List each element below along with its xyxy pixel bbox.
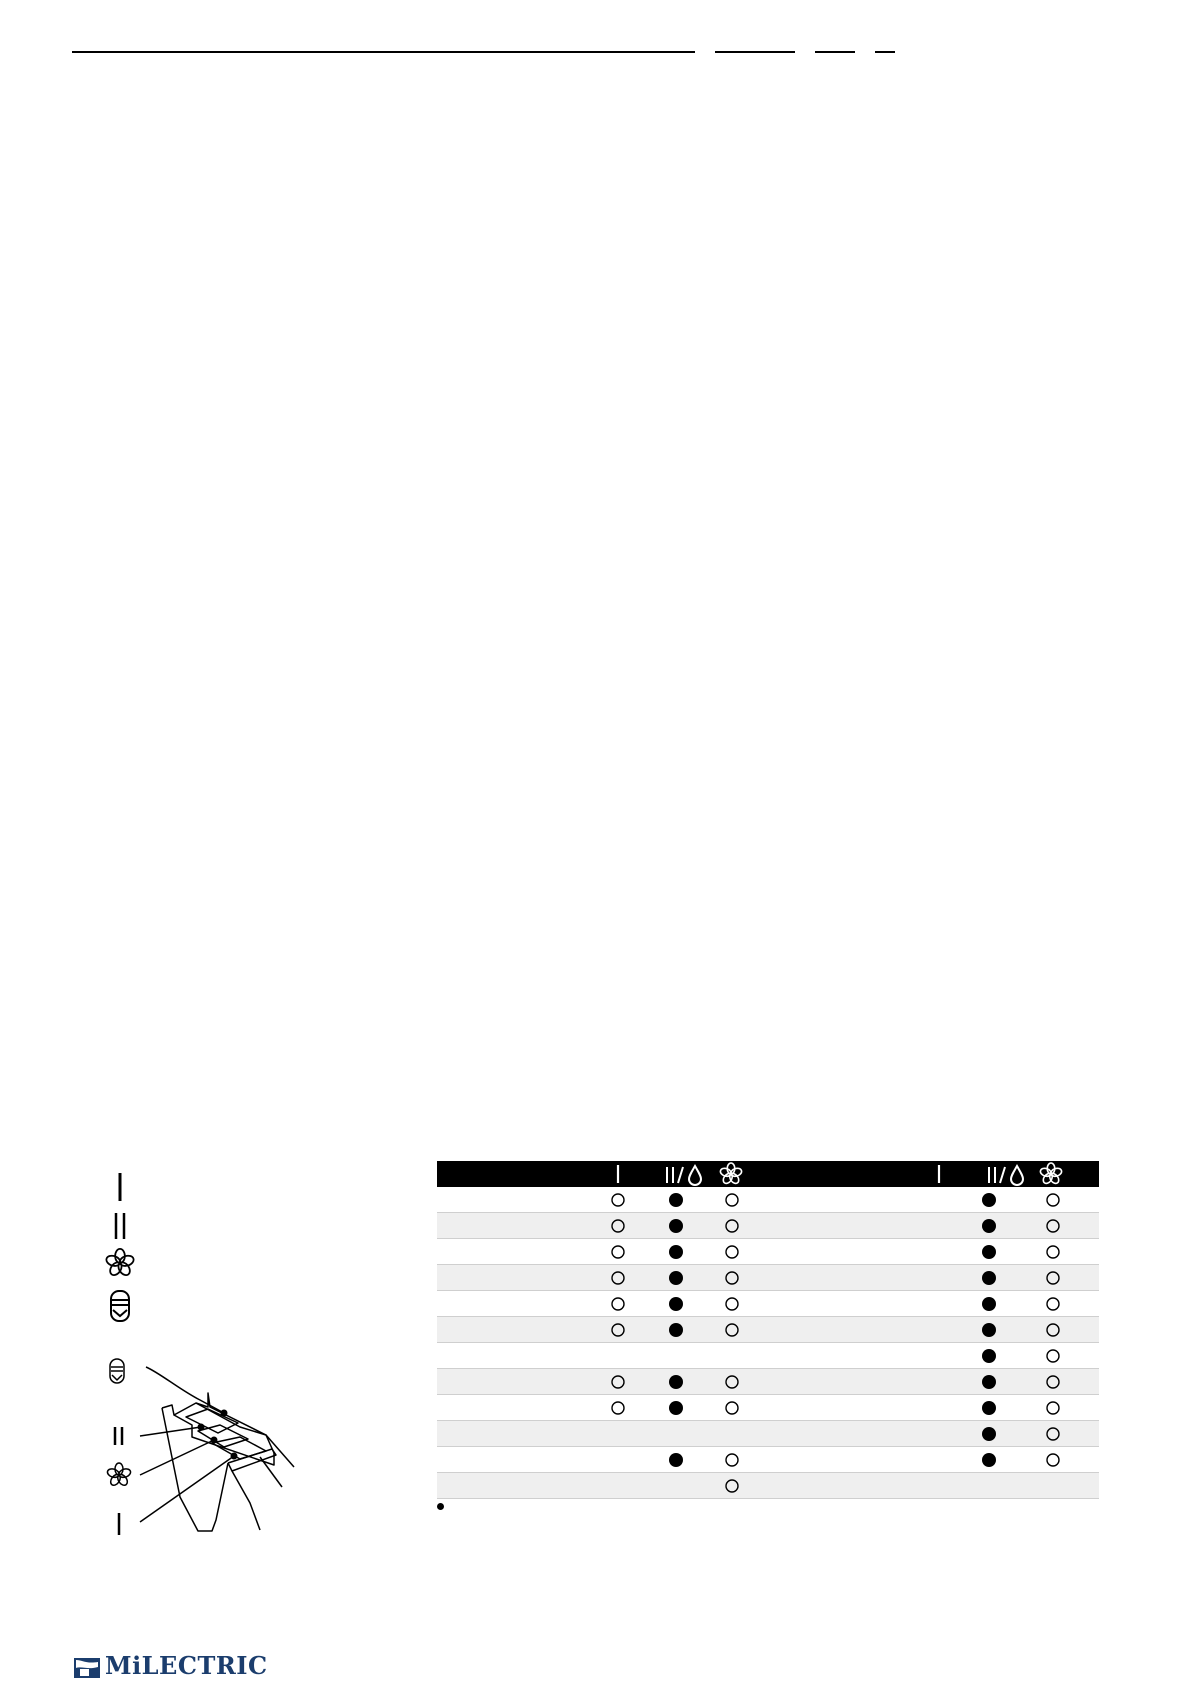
open-circle-mark: [611, 1193, 625, 1207]
open-circle-mark: [1046, 1323, 1060, 1337]
open-circle-mark: [611, 1323, 625, 1337]
table-header-main-wash-liquid-icon: [985, 1162, 1029, 1186]
open-circle-mark: [611, 1271, 625, 1285]
filled-circle-mark: [669, 1374, 684, 1389]
brand-logo: [74, 1653, 268, 1679]
softener-compartment-icon: [105, 1246, 135, 1280]
table-header-bar: [437, 1161, 1099, 1187]
open-circle-mark: [1046, 1219, 1060, 1233]
table-header-softener-compartment-icon: [1039, 1162, 1063, 1186]
open-circle-mark: [1046, 1349, 1060, 1363]
filled-circle-mark: [669, 1322, 684, 1337]
open-circle-mark: [611, 1297, 625, 1311]
open-circle-mark: [1046, 1453, 1060, 1467]
detergent-drawer-illustration: [100, 1355, 310, 1540]
open-circle-mark: [611, 1401, 625, 1415]
open-circle-mark: [1046, 1245, 1060, 1259]
table-body: [437, 1187, 1099, 1499]
filled-circle-mark: [982, 1296, 997, 1311]
table-row: [437, 1395, 1099, 1421]
logo-text: MiLECTRIC: [105, 1651, 268, 1680]
table-header-prewash-compartment-icon: [935, 1162, 943, 1186]
main-wash-compartment-icon: [105, 1209, 135, 1243]
table-header-main-wash-liquid-icon: [663, 1162, 707, 1186]
filled-circle-mark: [982, 1192, 997, 1207]
filled-circle-mark: [982, 1244, 997, 1259]
table-row: [437, 1369, 1099, 1395]
open-circle-mark: [725, 1401, 739, 1415]
filled-circle-mark: [669, 1218, 684, 1233]
open-circle-mark: [1046, 1193, 1060, 1207]
table-row: [437, 1317, 1099, 1343]
header-rule-tiny: [875, 51, 895, 53]
open-circle-mark: [725, 1219, 739, 1233]
open-circle-mark: [1046, 1271, 1060, 1285]
header-rule-short: [815, 51, 855, 53]
table-row: [437, 1213, 1099, 1239]
footnote-bullet: [437, 1503, 444, 1510]
open-circle-mark: [611, 1219, 625, 1233]
table-row: [437, 1447, 1099, 1473]
open-circle-mark: [725, 1245, 739, 1259]
filled-circle-mark: [669, 1452, 684, 1467]
header-rule-medium: [715, 51, 795, 53]
filled-circle-mark: [982, 1322, 997, 1337]
callout-liquid-insert-icon: [110, 1359, 124, 1383]
table-header-prewash-compartment-icon: [614, 1162, 622, 1186]
filled-circle-mark: [982, 1452, 997, 1467]
table-row: [437, 1187, 1099, 1213]
open-circle-mark: [611, 1245, 625, 1259]
table-header-softener-compartment-icon: [719, 1162, 743, 1186]
table-row: [437, 1239, 1099, 1265]
prewash-compartment-icon: [105, 1170, 135, 1204]
filled-circle-mark: [669, 1244, 684, 1259]
open-circle-mark: [725, 1297, 739, 1311]
table-row: [437, 1473, 1099, 1499]
table-row: [437, 1343, 1099, 1369]
table-row: [437, 1265, 1099, 1291]
open-circle-mark: [725, 1479, 739, 1493]
open-circle-mark: [1046, 1297, 1060, 1311]
table-row: [437, 1291, 1099, 1317]
filled-circle-mark: [982, 1400, 997, 1415]
open-circle-mark: [1046, 1401, 1060, 1415]
filled-circle-mark: [669, 1400, 684, 1415]
filled-circle-mark: [669, 1192, 684, 1207]
liquid-detergent-insert-icon: [105, 1289, 135, 1323]
open-circle-mark: [1046, 1375, 1060, 1389]
open-circle-mark: [1046, 1427, 1060, 1441]
open-circle-mark: [725, 1193, 739, 1207]
open-circle-mark: [725, 1323, 739, 1337]
open-circle-mark: [725, 1271, 739, 1285]
filled-circle-mark: [982, 1348, 997, 1363]
open-circle-mark: [725, 1453, 739, 1467]
header-rule-long: [72, 51, 695, 53]
filled-circle-mark: [982, 1374, 997, 1389]
filled-circle-mark: [669, 1296, 684, 1311]
filled-circle-mark: [669, 1270, 684, 1285]
table-row: [437, 1421, 1099, 1447]
detergent-dosing-table: [437, 1161, 1099, 1499]
logo-mark-icon: [74, 1654, 100, 1678]
filled-circle-mark: [982, 1426, 997, 1441]
filled-circle-mark: [982, 1218, 997, 1233]
open-circle-mark: [611, 1375, 625, 1389]
open-circle-mark: [725, 1375, 739, 1389]
filled-circle-mark: [982, 1270, 997, 1285]
